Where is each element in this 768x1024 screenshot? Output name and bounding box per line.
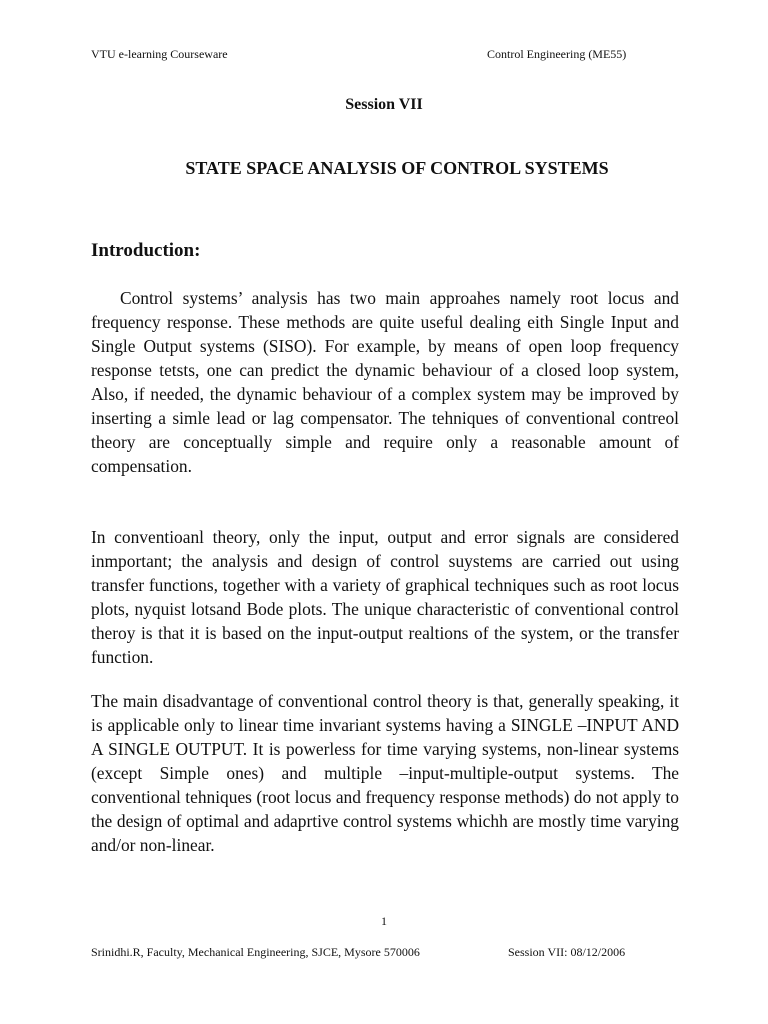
paragraph-2: In conventioanl theory, only the input, output and error signals are considered inmportant; the analysis and design of control suystems are carried out using transfer functions, together with a variety of graphical techniques such as root locus plots, nyquist lotsand Bode plots. The unique characteristic of conventional control theroy is that it is based on the input-output realtions of the system, or the transfer function.	[91, 527, 679, 667]
paragraph-1: Control systems’ analysis has two main approahes namely root locus and frequency response. These methods are quite useful dealing eith Single Input and Single Output systems (SISO). For example, by means of open loop frequency response tetsts, one can predict the dynamic behaviour of a closed loop system, Also, if needed, the dynamic behaviour of a complex system may be improved by inserting a simle lead or lag compensator. The tehniques of conventional contreol theory are conceptually simple and require only a reasonable amount of compensation.	[91, 288, 679, 476]
page-number: 1	[381, 914, 387, 928]
paragraph-3: The main disadvantage of conventional control theory is that, generally speaking, it is applicable only to linear time invariant systems having a SINGLE –INPUT AND A SINGLE OUTPUT. It is powerless for time varying systems, non-linear systems (except Simple ones) and multiple –input-multiple-output systems. The conventional tehniques (root locus and frequency response methods) do not apply to the design of optimal and adaprtive control systems whichh are mostly time varying and/or non-linear.	[91, 691, 679, 855]
page-title: STATE SPACE ANALYSIS OF CONTROL SYSTEMS	[185, 158, 609, 178]
session-title: Session VII	[345, 96, 423, 113]
header-course-name: VTU e-learning Courseware	[91, 47, 228, 61]
footer-author: Srinidhi.R, Faculty, Mechanical Engineering, SJCE, Mysore 570006	[91, 945, 420, 959]
header-subject-code: Control Engineering (ME55)	[487, 47, 627, 61]
section-heading-introduction: Introduction:	[91, 240, 201, 261]
footer-session-date: Session VII: 08/12/2006	[508, 945, 626, 959]
